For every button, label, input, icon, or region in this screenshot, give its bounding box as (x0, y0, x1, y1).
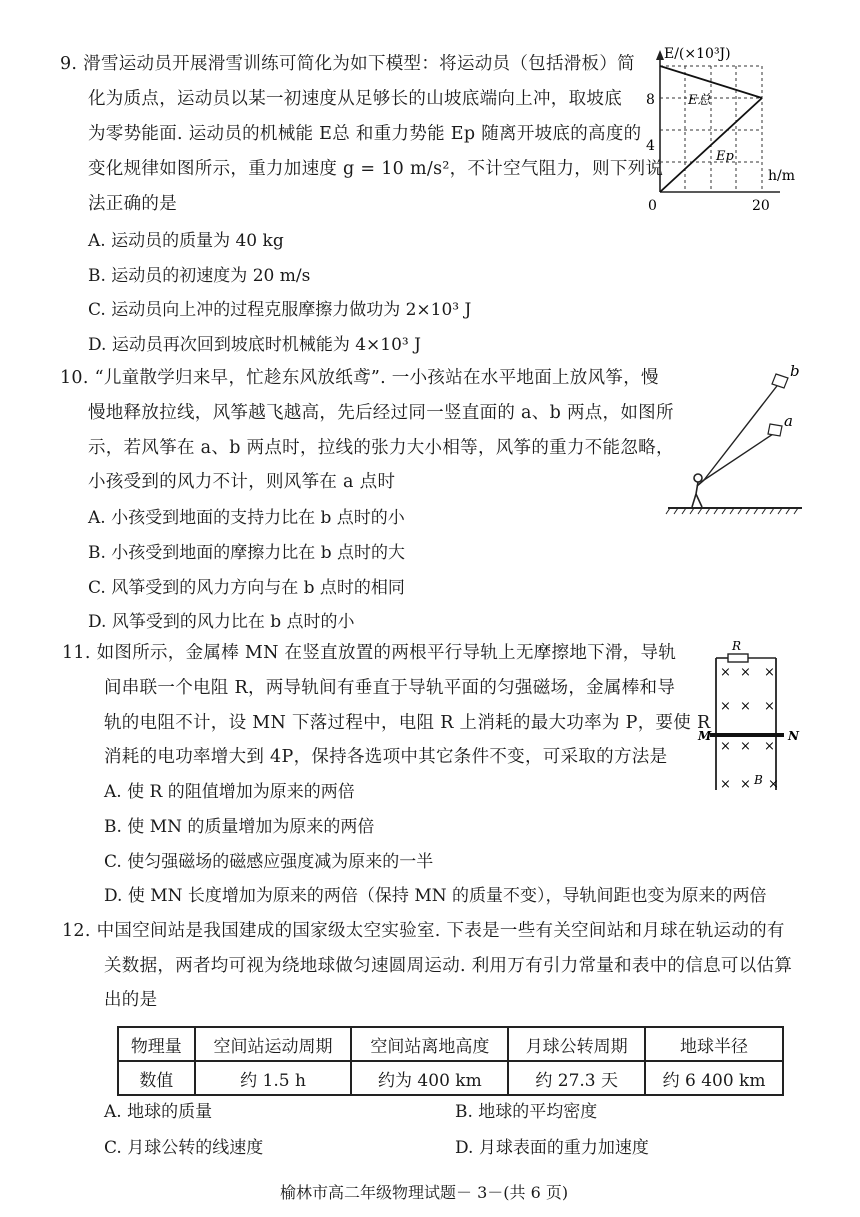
q9-line-2: 化为质点，运动员以某一初速度从足够长的山坡底端向上冲，取坡底 (88, 89, 622, 109)
grid (660, 66, 762, 192)
q12-option-b[interactable]: B. 地球的平均密度 (455, 1102, 598, 1122)
x-axis-label: h/m (768, 168, 796, 184)
q9-option-d[interactable]: D. 运动员再次回到坡底时机械能为 4×10³ J (88, 335, 421, 355)
svg-text:×: × (740, 777, 751, 792)
x-tick-20: 20 (752, 198, 770, 214)
q9-option-c[interactable]: C. 运动员向上冲的过程克服摩擦力做功为 2×10³ J (88, 300, 472, 320)
table-cell: 约 6 400 km (645, 1061, 783, 1095)
q11-line-2: 间串联一个电阻 R，两导轨间有垂直于导轨平面的匀强磁场，金属棒和导 (104, 678, 676, 698)
label-b-field: B (754, 773, 763, 787)
q9-line-4: 变化规律如图所示，重力加速度 g = 10 m/s²，不计空气阻力，则下列说 (88, 159, 664, 179)
y-axis-label: E/(×10³J) (664, 46, 731, 62)
q11-line-3: 轨的电阻不计，设 MN 下落过程中，电阻 R 上消耗的最大功率为 P，要使 R (104, 713, 711, 733)
label-b: b (790, 362, 800, 380)
orbital-data-table (117, 1026, 784, 1096)
x-tick-0: 0 (648, 198, 657, 214)
magnetic-field-crosses (720, 665, 779, 792)
y-axis-arrow (656, 50, 664, 60)
kite-b (772, 374, 788, 388)
potential-energy-label: Ep (716, 149, 734, 164)
q12-line-1: 12. 中国空间站是我国建成的国家级太空实验室. 下表是一些有关空间站和月球在轨运动的有 (62, 921, 785, 941)
q10-option-a[interactable]: A. 小孩受到地面的支持力比在 b 点时的小 (88, 508, 405, 528)
y-tick-4: 4 (646, 138, 655, 154)
table-header-cell: 月球公转周期 (508, 1027, 645, 1061)
table-header-cell: 空间站离地高度 (351, 1027, 508, 1061)
label-a: a (784, 412, 793, 430)
q10-line-3: 示，若风筝在 a、b 两点时，拉线的张力大小相等，风筝的重力不能忽略， (88, 438, 674, 458)
svg-text:×: × (720, 739, 731, 754)
q11-line-1: 11. 如图所示，金属棒 MN 在竖直放置的两根平行导轨上无摩擦地下滑，导轨 (62, 643, 677, 663)
page-footer: 榆林市高二年级物理试题－ 3－(共 6 页) (280, 1183, 569, 1202)
svg-text:×: × (740, 739, 751, 754)
label-r: R (732, 639, 742, 653)
svg-text:×: × (740, 665, 751, 680)
table-cell: 约 27.3 天 (508, 1061, 645, 1095)
q11-option-d[interactable]: D. 使 MN 长度增加为原来的两倍（保持 MN 的质量不变），导轨间距也变为原来的两倍 (104, 886, 767, 906)
q9-line-5: 法正确的是 (88, 194, 177, 214)
total-energy-line (660, 66, 762, 98)
q10-line-4: 小孩受到的风力不计，则风筝在 a 点时 (88, 472, 396, 492)
resistor-symbol (728, 654, 748, 662)
q12-line-3: 出的是 (104, 990, 158, 1010)
svg-text:×: × (720, 665, 731, 680)
q10-line-1: 10. “儿童散学归来早，忙趁东风放纸鸢”. 一小孩站在水平地面上放风筝，慢 (60, 368, 659, 388)
energy-height-graph (640, 46, 810, 216)
table-row (118, 1061, 783, 1095)
q12-option-c[interactable]: C. 月球公转的线速度 (104, 1138, 264, 1158)
kite-figure (660, 360, 810, 520)
table-cell: 数值 (118, 1061, 195, 1095)
svg-text:×: × (740, 699, 751, 714)
q11-line-4: 消耗的电功率增大到 4P，保持各选项中其它条件不变，可采取的方法是 (104, 747, 668, 767)
q12-option-a[interactable]: A. 地球的质量 (104, 1102, 213, 1122)
string-to-a (704, 432, 776, 480)
label-m: M (698, 729, 712, 743)
child-figure (692, 474, 704, 507)
svg-text:×: × (720, 777, 731, 792)
q10-option-d[interactable]: D. 风筝受到的风力比在 b 点时的小 (88, 612, 355, 632)
kite-a (768, 424, 782, 436)
total-energy-label: E总 (688, 93, 711, 108)
q11-option-b[interactable]: B. 使 MN 的质量增加为原来的两倍 (104, 817, 375, 837)
table-cell: 约为 400 km (351, 1061, 508, 1095)
q9-line-1: 9. 滑雪运动员开展滑雪训练可简化为如下模型：将运动员（包括滑板）简 (60, 54, 635, 74)
table-header-cell: 物理量 (118, 1027, 195, 1061)
svg-text:×: × (720, 699, 731, 714)
svg-text:×: × (764, 699, 775, 714)
table-cell: 约 1.5 h (195, 1061, 352, 1095)
table-header-row (118, 1027, 783, 1061)
y-tick-8: 8 (646, 92, 655, 108)
q10-option-b[interactable]: B. 小孩受到地面的摩擦力比在 b 点时的大 (88, 543, 405, 563)
svg-text:×: × (768, 777, 779, 792)
q10-line-2: 慢地释放拉线，风筝越飞越高，先后经过同一竖直面的 a、b 两点，如图所 (88, 403, 674, 423)
q11-option-a[interactable]: A. 使 R 的阻值增加为原来的两倍 (104, 782, 355, 802)
q11-option-c[interactable]: C. 使匀强磁场的磁感应强度减为原来的一半 (104, 852, 434, 872)
potential-energy-line (660, 98, 762, 192)
rail-magnet-figure (672, 636, 812, 796)
svg-text:×: × (764, 665, 775, 680)
q9-line-3: 为零势能面. 运动员的机械能 E总 和重力势能 Ep 随离开坡底的高度的 (88, 124, 642, 144)
label-n: N (788, 729, 799, 743)
q9-option-a[interactable]: A. 运动员的质量为 40 kg (88, 231, 284, 251)
q10-option-c[interactable]: C. 风筝受到的风力方向与在 b 点时的相同 (88, 578, 405, 598)
svg-text:×: × (764, 739, 775, 754)
q12-option-d[interactable]: D. 月球表面的重力加速度 (455, 1138, 649, 1158)
q12-line-2: 关数据，两者均可视为绕地球做匀速圆周运动. 利用万有引力常量和表中的信息可以估算 (104, 956, 793, 976)
table-header-cell: 空间站运动周期 (195, 1027, 352, 1061)
q9-option-b[interactable]: B. 运动员的初速度为 20 m/s (88, 266, 311, 286)
table-header-cell: 地球半径 (645, 1027, 783, 1061)
